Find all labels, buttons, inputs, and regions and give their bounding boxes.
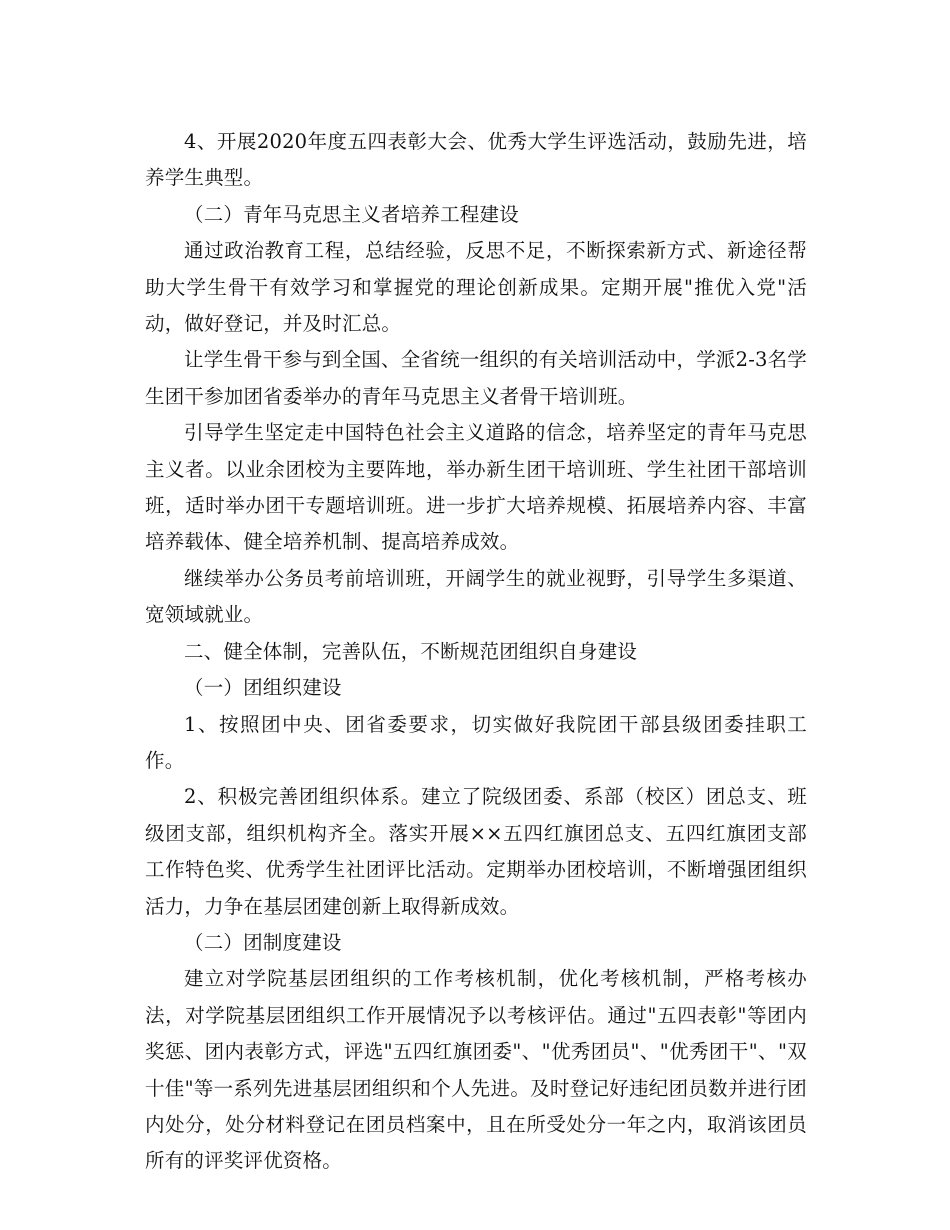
subsection-heading-organization: （一）团组织建设 xyxy=(184,676,342,700)
paragraph-guidance-training: 引导学生坚定走中国特色社会主义道路的信念，培养坚定的青年马克思主义者。以业余团校为主要阵地，举办新生团干培训班、学生社团干部培训班，适时举办团干专题培训班。进一步扩大培养规模、拓展培养内容、丰富培养载体、健全培养机制、提高培养成效。 xyxy=(145,421,807,554)
paragraph-county-posting: 1、按照团中央、团省委要求，切实做好我院团干部县级团委挂职工作。 xyxy=(145,712,807,772)
subsection-heading-system: （二）团制度建设 xyxy=(184,930,342,954)
section-heading-organization-building: 二、健全体制，完善队伍，不断规范团组织自身建设 xyxy=(184,639,638,663)
paragraph-training-participation: 让学生骨干参与到全国、全省统一组织的有关培训活动中，学派2-3名学生团干参加团省委举办的青年马克思主义者骨干培训班。 xyxy=(145,348,808,408)
paragraph-assessment-mechanism: 建立对学院基层团组织的工作考核机制，优化考核机制，严格考核办法，对学院基层团组织工作开展情况予以考核评估。通过"五四表彰"等团内奖惩、团内表彰方式，评选"五四红旗团委"、"优秀团员"、"优秀团干"、"双十佳"等一系列先进基层团组织和个人先进。及时登记好违纪团员数并进行团内处分，处分材料登记在团员档案中，且在所受处分一年之内，取消该团员所有的评奖评优资格。 xyxy=(145,967,807,1173)
paragraph-civil-service-training: 继续举办公务员考前培训班，开阔学生的就业视野，引导学生多渠道、宽领域就业。 xyxy=(145,566,807,627)
section-heading-youth-marxist: （二）青年马克思主义者培养工程建设 xyxy=(184,202,519,226)
paragraph-organization-system: 2、积极完善团组织体系。建立了院级团委、系部（校区）团总支、班级团支部，组织机构齐全。落实开展××五四红旗团总支、五四红旗团支部工作特色奖、优秀学生社团评比活动。定期举办团校培训，不断增强团组织活力，力争在基层团建创新上取得新成效。 xyxy=(145,785,807,918)
paragraph-award-activities: 4、开展2020年度五四表彰大会、优秀大学生评选活动，鼓励先进，培养学生典型。 xyxy=(145,130,807,190)
paragraph-political-education: 通过政治教育工程，总结经验，反思不足，不断探索新方式、新途径帮助大学生骨干有效学习和掌握党的理论创新成果。定期开展"推优入党"活动，做好登记，并及时汇总。 xyxy=(145,239,807,336)
document-body xyxy=(145,124,807,1180)
